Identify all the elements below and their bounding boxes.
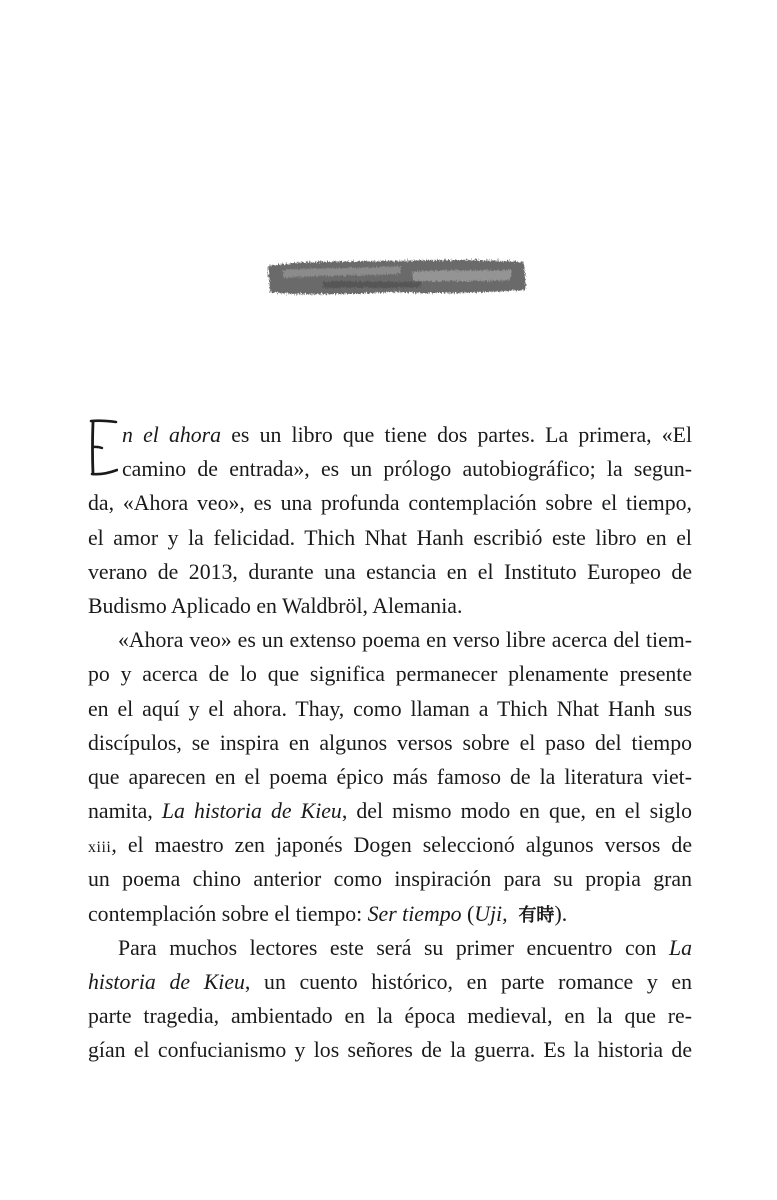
line-text: en el aquí y el ahora. Thay, como llaman a Thich Nhat Hanh sus (88, 696, 692, 721)
paragraph-2-line-9 (88, 897, 692, 931)
book-title-italic: historia de Kieu (88, 970, 245, 994)
kanji-uji: 有時 (518, 904, 555, 926)
line-text: Budismo Aplicado en Waldbröl, Alemania. (88, 593, 463, 618)
paragraph-1-line-1 (88, 418, 692, 452)
paragraph-2-line-7 (88, 828, 692, 862)
paragraph-3-line-1 (88, 931, 692, 965)
paragraph-2-line-3 (88, 692, 692, 726)
line-text: que aparecen en el poema épico más famoso de la literatura viet- (88, 764, 692, 789)
line-text: Para muchos lectores este será su primer encuentro con (118, 935, 657, 960)
paragraph-2-line-6 (88, 794, 692, 828)
paragraph-2-line-5 (88, 760, 692, 794)
paragraph-3-line-4 (88, 1033, 692, 1067)
century-small-caps: xiii (88, 839, 112, 857)
paragraph-1-line-2 (88, 452, 692, 486)
paragraph-2-line-1 (88, 623, 692, 657)
work-title-italic: Ser tiempo (367, 901, 462, 926)
paragraph-1-line-3 (88, 486, 692, 520)
paragraph-3-line-3 (88, 999, 692, 1033)
book-title-italic: La (668, 935, 692, 960)
line-text: «Ahora veo» es un extenso poema en verso libre acerca del tiem- (118, 628, 692, 653)
line-text: un poema chino anterior como inspiración para su propia gran (88, 867, 692, 892)
paragraph-3-line-2 (88, 965, 692, 999)
line-text: discípulos, se inspira en algunos versos sobre el paso del tiempo (88, 730, 692, 755)
paragraph-1-line-5 (88, 555, 692, 589)
line-text: camino de entrada», es un prólogo autobiográfico; la segun- (122, 457, 692, 482)
line-text: namita, (88, 799, 153, 824)
line-text: , el maestro zen japonés Dogen seleccionó algunos versos de (111, 833, 692, 858)
line-text: el amor y la felicidad. Thich Nhat Hanh escribió este libro en el (88, 525, 692, 550)
book-title-italic: La historia de Kieu (161, 799, 342, 824)
paragraph-2-line-4 (88, 726, 692, 760)
line-text: contemplación sobre el tiempo: (88, 901, 363, 926)
line-text: , del mismo modo en que, en el siglo (341, 799, 693, 824)
line-text: da, «Ahora veo», es una profunda contemplación sobre el tiempo, (88, 491, 692, 516)
paragraph-1-line-4 (88, 521, 692, 555)
body-text (88, 418, 692, 1068)
work-title-italic: Uji, (474, 901, 508, 926)
paragraph-1-line-6 (88, 589, 692, 623)
book-title-italic: n el ahora (122, 423, 222, 447)
paragraph-2-line-8 (88, 862, 692, 896)
line-text: parte tragedia, ambientado en la época medieval, en la que re- (88, 1004, 692, 1029)
line-text: ( (461, 901, 475, 926)
line-text: es un libro que tiene dos partes. La primera, «El (231, 423, 693, 447)
line-text: po y acerca de lo que significa permanecer plenamente presente (88, 662, 692, 687)
line-text: ). (554, 901, 568, 926)
line-text: gían el confucianismo y los señores de la guerra. Es la historia de (88, 1038, 692, 1063)
brush-stroke-ornament (262, 252, 530, 302)
line-text: verano de 2013, durante una estancia en el Instituto Europeo de (88, 559, 692, 584)
line-text: , un cuento histórico, en parte romance y en (244, 970, 693, 994)
paragraph-2-line-2 (88, 657, 692, 691)
